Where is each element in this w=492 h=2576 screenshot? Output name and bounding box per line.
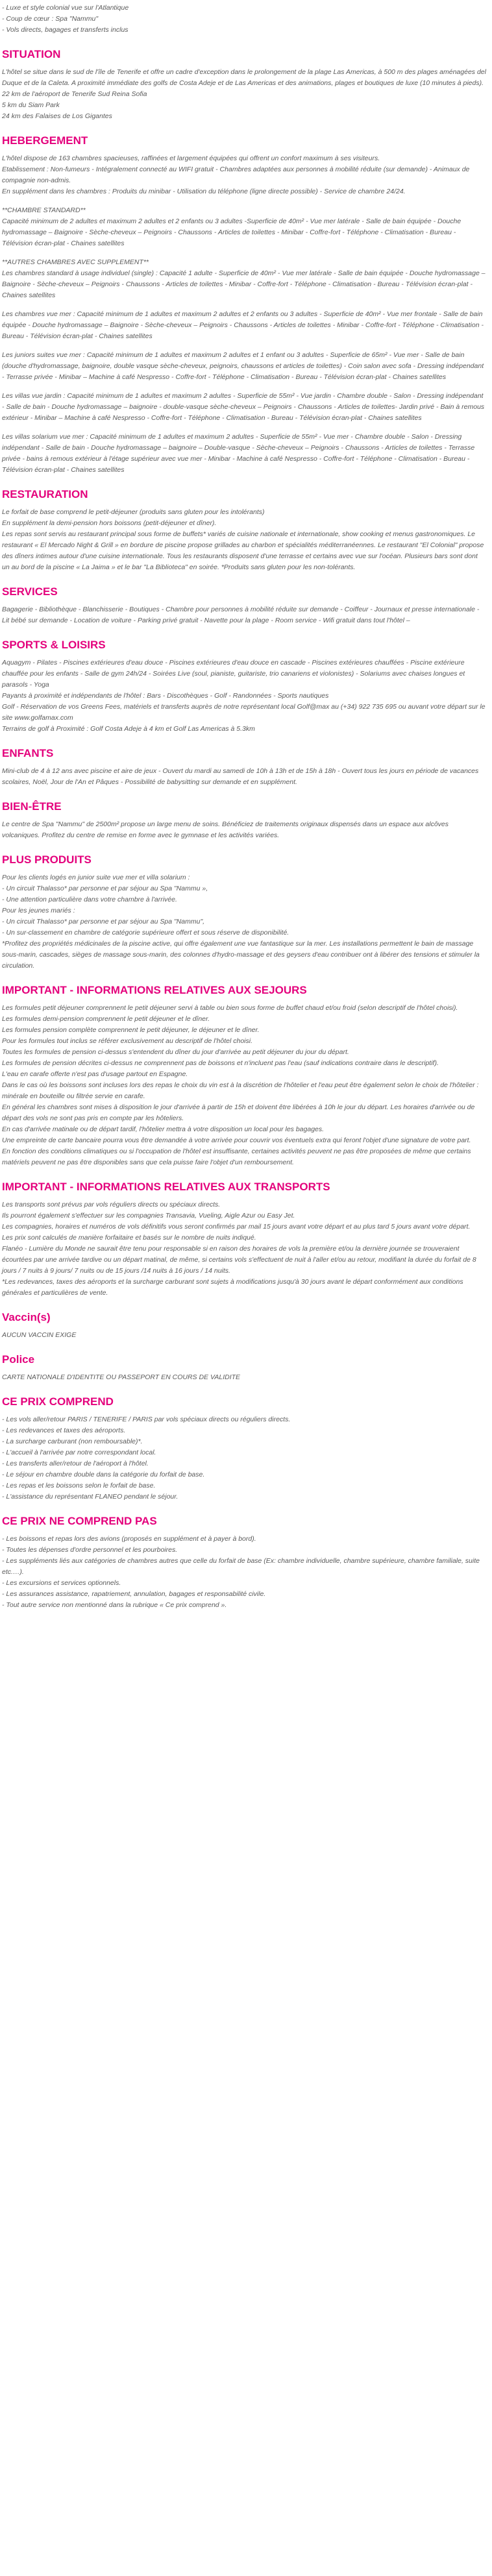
plusproduits-line: Pour les jeunes mariés : [2, 907, 75, 914]
sports-line: Aquagym - Pilates - Piscines extérieures d'eau douce - Piscines extérieures d'eau douce en cascade - Piscines extérieures chauffées - Piscine extérieure chauffée pour les enfants - Salle de gym 24h/24 - Soirées Live (soul, pianiste, guitariste, trio canariens et violonistes) - Solariums avec chaises longues et parasols - Yoga [2, 659, 465, 689]
sejours-line: Pour les formules tout inclus se référer exclusivement au descriptif de l'hôtel choisi. [2, 1037, 253, 1045]
bienetre-text [2, 819, 486, 841]
plusproduits-text [2, 872, 486, 972]
situation-line: L'hôtel se situe dans le sud de l'île de Tenerife et offre un cadre d'exception dans le prolongement de la plage Las Americas, à 500 m des plages aménagées del Duque et de la Caleta. A proximité immédiate des golfs de Costa Adeje et de Las Americas et des animations, plages et boutiques de luxe (10 minutes à pieds). [2, 68, 486, 87]
bienetre-line: Le centre de Spa "Nammu" de 2500m² propose un large menu de soins. Bénéficiez de traitements originaux dispensés dans un espace aux alcôves volcaniques. Profitez du centre de remise en forme avec le gymnase et les activités variées. [2, 820, 449, 839]
hebergement-paragraph: **AUTRES CHAMBRES AVEC SUPPLEMENT** Les chambres standard à usage individuel (single) : Capacité 1 adulte - Superficie de 40m² - Vue mer latérale - Salle de bain équipée - Douche hydromassage – Baignoire - Sèche-cheveux – Peignoirs - Chaussons - Articles de toilettes - Minibar - Coffre-fort - Téléphone - Climatisation - Bureau - Télévision écran-plat - Chaines satellites [2, 258, 486, 299]
vaccins-text [2, 1330, 486, 1341]
situation-line: 22 km de l'aéroport de Tenerife Sud Reina Sofia [2, 90, 147, 98]
necomprend-line: - Les excursions et services optionnels. [2, 1579, 121, 1587]
sejours-line: Les formules pension complète comprennent le petit déjeuner, le déjeuner et le dîner. [2, 1026, 260, 1034]
necomprend-line: - Les boissons et repas lors des avions (proposés en supplément et à payer à bord). [2, 1535, 256, 1543]
vaccins-line: AUCUN VACCIN EXIGE [2, 1331, 77, 1339]
transports-line: Les prix sont calculés de manière forfaitaire et basés sur le nombre de nuits indiqué. [2, 1234, 256, 1242]
sejours-text [2, 1003, 486, 1168]
necomprend-text [2, 1534, 486, 1611]
sejours-line: Une empreinte de carte bancaire pourra vous être demandée à votre arrivée pour couvrir vos éventuels extra qui feront l'objet d'une signature de votre part. [2, 1136, 471, 1144]
section-title-enfants: ENFANTS [2, 747, 54, 759]
necomprend-line: - Les assurances assistance, rapatriement, annulation, bagages et responsabilité civile. [2, 1590, 266, 1598]
hebergement-paragraph: Les juniors suites vue mer : Capacité minimum de 1 adultes et maximum 2 adultes et 1 enfant ou 3 adultes - Superficie de 65m² - Vue mer - Salle de bain (douche d'hydromassage, baignoire, double vasque sèche-cheveux, peignoirs, chaussons et articles de toilettes) - Coin salon avec sofa - Dressing indépendant - Terrasse privée - Minibar – Machine à café Nespresso - Coffre-fort - Téléphone - Climatisation - Bureau - Télévision écran-plat - Chaines satellites [2, 351, 484, 381]
hebergement-paragraph: Les chambres vue mer : Capacité minimum de 1 adultes et maximum 2 adultes et 2 enfants ou 3 adultes - Superficie de 40m² - Vue mer frontale - Salle de bain équipée - Douche hydromassage – Baignoire - Sèche-cheveux – Peignoirs - Chaussons - Articles de toilettes - Minibar - Coffre-fort - Téléphone - Climatisation - Bureau - Télévision écran-plat - Chaines satellites [2, 310, 484, 340]
enfants-line: Mini-club de 4 à 12 ans avec piscine et aire de jeux - Ouvert du mardi au samedi de 10h à 13h et de 15h à 18h - Ouvert tous les jours en période de vacances scolaires, Noël, Jour de l'An et Pâques - Possibilité de babysitting sur demande et en supplément. [2, 767, 479, 786]
sejours-line: Les formules petit déjeuner comprennent le petit déjeuner servi à table ou bien sous forme de buffet chaud et/ou froid (selon descriptif de l'hôtel choisi). [2, 1004, 458, 1012]
sejours-line: En général les chambres sont mises à disposition le jour d'arrivée à partir de 15h et doivent être libérées à 10h le jour du départ. Les horaires d'arrivée ou de départ des vols ne sont pas pris en compte par les hôteliers. [2, 1103, 475, 1122]
section-title-bienetre: BIEN-ÊTRE [2, 800, 62, 813]
hebergement-text [2, 153, 486, 476]
section-title-services: SERVICES [2, 585, 58, 598]
sejours-line: En fonction des conditions climatiques ou si l'occupation de l'hôtel est insuffisante, certaines activités peuvent ne pas être proposées de même que certains matériels peuvent ne pas être disponibles sans que cela puisse faire l'objet d'un remboursement. [2, 1147, 471, 1166]
section-title-situation: SITUATION [2, 48, 61, 60]
section-title-sports: SPORTS & LOISIRS [2, 639, 106, 651]
intro-line: - Luxe et style colonial vue sur l'Atlantique [2, 4, 129, 12]
enfants-text [2, 766, 486, 788]
transports-line: Les compagnies, horaires et numéros de vols définitifs vous seront confirmés par mail 15 jours avant votre départ et au plus tard 5 jours avant votre départ. [2, 1223, 471, 1231]
sports-line: Payants à proximité et indépendants de l'hôtel : Bars - Discothèques - Golf - Randonnées - Sports nautiques [2, 692, 329, 700]
plusproduits-line: Pour les clients logés en junior suite vue mer et villa solarium : [2, 874, 190, 881]
intro-line: - Vols directs, bagages et transferts inclus [2, 26, 129, 34]
plusproduits-line: *Profitez des propriétés médicinales de la piscine active, qui offre également une vue fantastique sur la mer. Les installations permettent le bain de massage sous-marin, cascades, sièges de massage sous-marin, des colonnes d'hydro-massage et des geysers d'eau contribuer ont à libérer des tensions et stimuler la circulation. [2, 940, 480, 970]
plusproduits-line: - Un sur-classement en chambre de catégorie supérieure offert et sous réserve de disponibilité. [2, 929, 289, 937]
sports-text [2, 657, 486, 735]
sejours-line: Dans le cas où les boissons sont incluses lors des repas le choix du vin est à la discrétion de l'hôtelier et l'eau peut être également selon le choix de l'hôtelier : minérale en bouteille ou filtrée servie en carafe. [2, 1081, 479, 1100]
situation-text [2, 67, 486, 122]
transports-line: Flanéo - Lumière du Monde ne saurait être tenu pour responsable si en raison des horaires de vols la première et/ou la dernière journée se trouveraient écourtées par une arrivée tardive ou un départ matinal, de même, si certains vols s'effectuent de nuit à l'aller et/ou au retour, modifiant la durée du forfait de 8 jours / 7 nuits à 9 jours/ 7 nuits ou de 15 jours /14 nuits à 16 jours / 14 nuits. [2, 1245, 476, 1275]
hebergement-paragraph: L'hôtel dispose de 163 chambres spacieuses, raffinées et largement équipées qui offrent un confort maximum à ses visiteurs. Etablissement : Non-fumeurs - Intégralement connecté au WIFI gratuit - Chambres adaptées aux personnes à mobilité réduite (sur demande) - Animaux de compagnie non-admis. En supplément dans les chambres : Produits du minibar - Utilisation du téléphone (ligne directe possible) - Service de chambre 24/24. [2, 154, 470, 195]
transports-line: Les transports sont prévus par vols réguliers directs ou spéciaux directs. [2, 1201, 221, 1208]
plusproduits-line: - Un circuit Thalasso* par personne et par séjour au Spa "Nammu", [2, 918, 205, 926]
section-title-sejours: IMPORTANT - INFORMATIONS RELATIVES AUX SEJOURS [2, 984, 307, 996]
transports-line: *Les redevances, taxes des aéroports et la surcharge carburant sont sujets à modifications jusqu'à 30 jours avant le départ conformément aux conditions générales et particulières de vente. [2, 1278, 463, 1297]
intro-line: - Coup de cœur : Spa "Nammu" [2, 15, 99, 23]
necomprend-line: - Tout autre service non mentionné dans la rubrique « Ce prix comprend ». [2, 1601, 227, 1609]
comprend-line: - L'assistance du représentant FLANEO pendant le séjour. [2, 1493, 178, 1501]
plusproduits-line: - Une attention particulière dans votre chambre à l'arrivée. [2, 896, 177, 903]
sejours-line: En cas d'arrivée matinale ou de départ tardif, l'hôtelier mettra à votre disposition un local pour les bagages. [2, 1125, 325, 1133]
situation-line: 5 km du Siam Park [2, 101, 60, 109]
comprend-line: - La surcharge carburant (non remboursable)*. [2, 1438, 143, 1445]
section-title-necomprend: CE PRIX NE COMPREND PAS [2, 1515, 157, 1527]
restauration-line: Le forfait de base comprend le petit-déjeuner (produits sans gluten pour les intolérants) [2, 508, 265, 516]
services-text [2, 604, 486, 626]
comprend-line: - Les transferts aller/retour de l'aéroport à l'hôtel. [2, 1460, 149, 1467]
sports-line: Terrains de golf à Proximité : Golf Costa Adeje à 4 km et Golf Las Americas à 5.3km [2, 725, 255, 733]
restauration-line: Les repas sont servis au restaurant principal sous forme de buffets* variés de cuisine nationale et internationale, show cooking et menus gastronomiques. Le restaurant « El Mercado Night & Grill » en bordure de piscine propose grillades au charbon et spécialités méditerranéennes. Le restaurant "El Colonial" propose des dîners intimes autour d'une cuisine internationale. Tous les restaurants disposent d'une terrasse et certains avec vue sur l'océan. Plusieurs bars sont dont un au bord de la piscine « La Jaima » et le bar "La Biblioteca" en soirée. *Produits sans gluten pour les non-tolérants. [2, 530, 484, 571]
sports-line: Golf - Réservation de vos Greens Fees, matériels et transferts auprès de notre représentant local Golf@max au (+34) 922 735 695 ou auvant votre départ sur le site www.golfamax.com [2, 703, 486, 722]
comprend-line: - Les redevances et taxes des aéroports. [2, 1427, 126, 1434]
sejours-line: Les formules de pension décrites ci-dessus ne comprennent pas de boissons et n'incluent pas l'eau (sauf indications contraire dans le descriptif). [2, 1059, 439, 1067]
transports-line: Ils pourront également s'effectuer sur les compagnies Transavia, Vueling, Aigle Azur ou Easy Jet. [2, 1212, 295, 1220]
section-title-restauration: RESTAURATION [2, 488, 88, 500]
section-title-vaccins: Vaccin(s) [2, 1311, 51, 1323]
sejours-line: Les formules demi-pension comprennent le petit déjeuner et le dîner. [2, 1015, 210, 1023]
transports-text [2, 1199, 486, 1299]
restauration-line: En supplément la demi-pension hors boissons (petit-déjeuner et dîner). [2, 519, 217, 527]
comprend-line: - Le séjour en chambre double dans la catégorie du forfait de base. [2, 1471, 205, 1478]
hebergement-paragraph: **CHAMBRE STANDARD** Capacité minimum de 2 adultes et maximum 2 adultes et 2 enfants ou 3 adultes -Superficie de 40m² - Vue mer latérale - Salle de bain équipée - Douche hydromassage – Baignoire - Sèche-cheveux – Peignoirs - Chaussons - Articles de toilettes - Minibar - Coffre-fort - Téléphone - Climatisation - Bureau - Télévision écran-plat - Chaines satellites [2, 206, 461, 247]
services-line: Bagagerie - Bibliothèque - Blanchisserie - Boutiques - Chambre pour personnes à mobilité réduite sur demande - Coiffeur - Journaux et presse internationale - Lit bébé sur demande - Location de voiture - Parking privé gratuit - Navette pour la plage - Room service - Wifi gratuit dans tout l'hôtel – [2, 606, 480, 624]
necomprend-line: - Les suppléments liés aux catégories de chambres autres que celle du forfait de base (Ex: chambre individuelle, chambre supérieure, chambre familiale, suite etc.…). [2, 1557, 480, 1576]
hebergement-paragraph: Les villas solarium vue mer : Capacité minimum de 1 adultes et maximum 2 adultes - Superficie de 55m² - Vue mer - Chambre double - Salon - Dressing indépendant - Salle de bain - Douche hydromassage – baignoire – Double-vasque - Sèche-cheveux – Peignoirs - Chaussons - Articles de toilettes - Terrasse privée - bains à remous extérieur à l'étage supérieur avec vue mer - Minibar - Machine à café Nespresso - Coffre-fort - Téléphone - Climatisation - Bureau - Télévision écran-plat - Chaines satellites [2, 433, 475, 474]
situation-line: 24 km des Falaises de Los Gigantes [2, 112, 112, 120]
comprend-line: - Les repas et les boissons selon le forfait de base. [2, 1482, 156, 1490]
restauration-text [2, 507, 486, 573]
police-text [2, 1372, 486, 1383]
sejours-line: Toutes les formules de pension ci-dessus s'entendent du dîner du jour d'arrivée au petit déjeuner du jour du départ. [2, 1048, 349, 1056]
section-title-police: Police [2, 1353, 35, 1366]
plusproduits-line: - Un circuit Thalasso* par personne et par séjour au Spa "Nammu », [2, 885, 208, 892]
comprend-line: - L'accueil à l'arrivée par notre correspondant local. [2, 1449, 156, 1456]
intro-block [2, 3, 486, 36]
necomprend-line: - Toutes les dépenses d'ordre personnel et les pourboires. [2, 1546, 178, 1554]
comprend-line: - Les vols aller/retour PARIS / TENERIFE / PARIS par vols spéciaux directs ou réguliers directs. [2, 1416, 291, 1423]
section-title-hebergement: HEBERGEMENT [2, 134, 88, 147]
hebergement-paragraph: Les villas vue jardin : Capacité minimum de 1 adultes et maximum 2 adultes - Superficie de 55m² - Vue jardin - Chambre double - Salon - Dressing indépendant - Salle de bain - Douche hydromassage – baignoire - double-vasque sèche-cheveux – Peignoirs - Chaussons - Articles de toilettes- Jardin privé - Bain à remous extérieur - Minibar – Machine à café Nespresso - Coffre-fort - Téléphone - Climatisation - Bureau - Télévision écran-plat - Chaines satellites [2, 392, 485, 422]
section-title-comprend: CE PRIX COMPREND [2, 1395, 114, 1408]
sejours-line: L'eau en carafe offerte n'est pas d'usage partout en Espagne. [2, 1070, 188, 1078]
police-line: CARTE NATIONALE D'IDENTITE OU PASSEPORT EN COURS DE VALIDITE [2, 1373, 241, 1381]
comprend-text [2, 1414, 486, 1503]
section-title-transports: IMPORTANT - INFORMATIONS RELATIVES AUX TRANSPORTS [2, 1181, 330, 1193]
section-title-plusproduits: PLUS PRODUITS [2, 853, 92, 866]
